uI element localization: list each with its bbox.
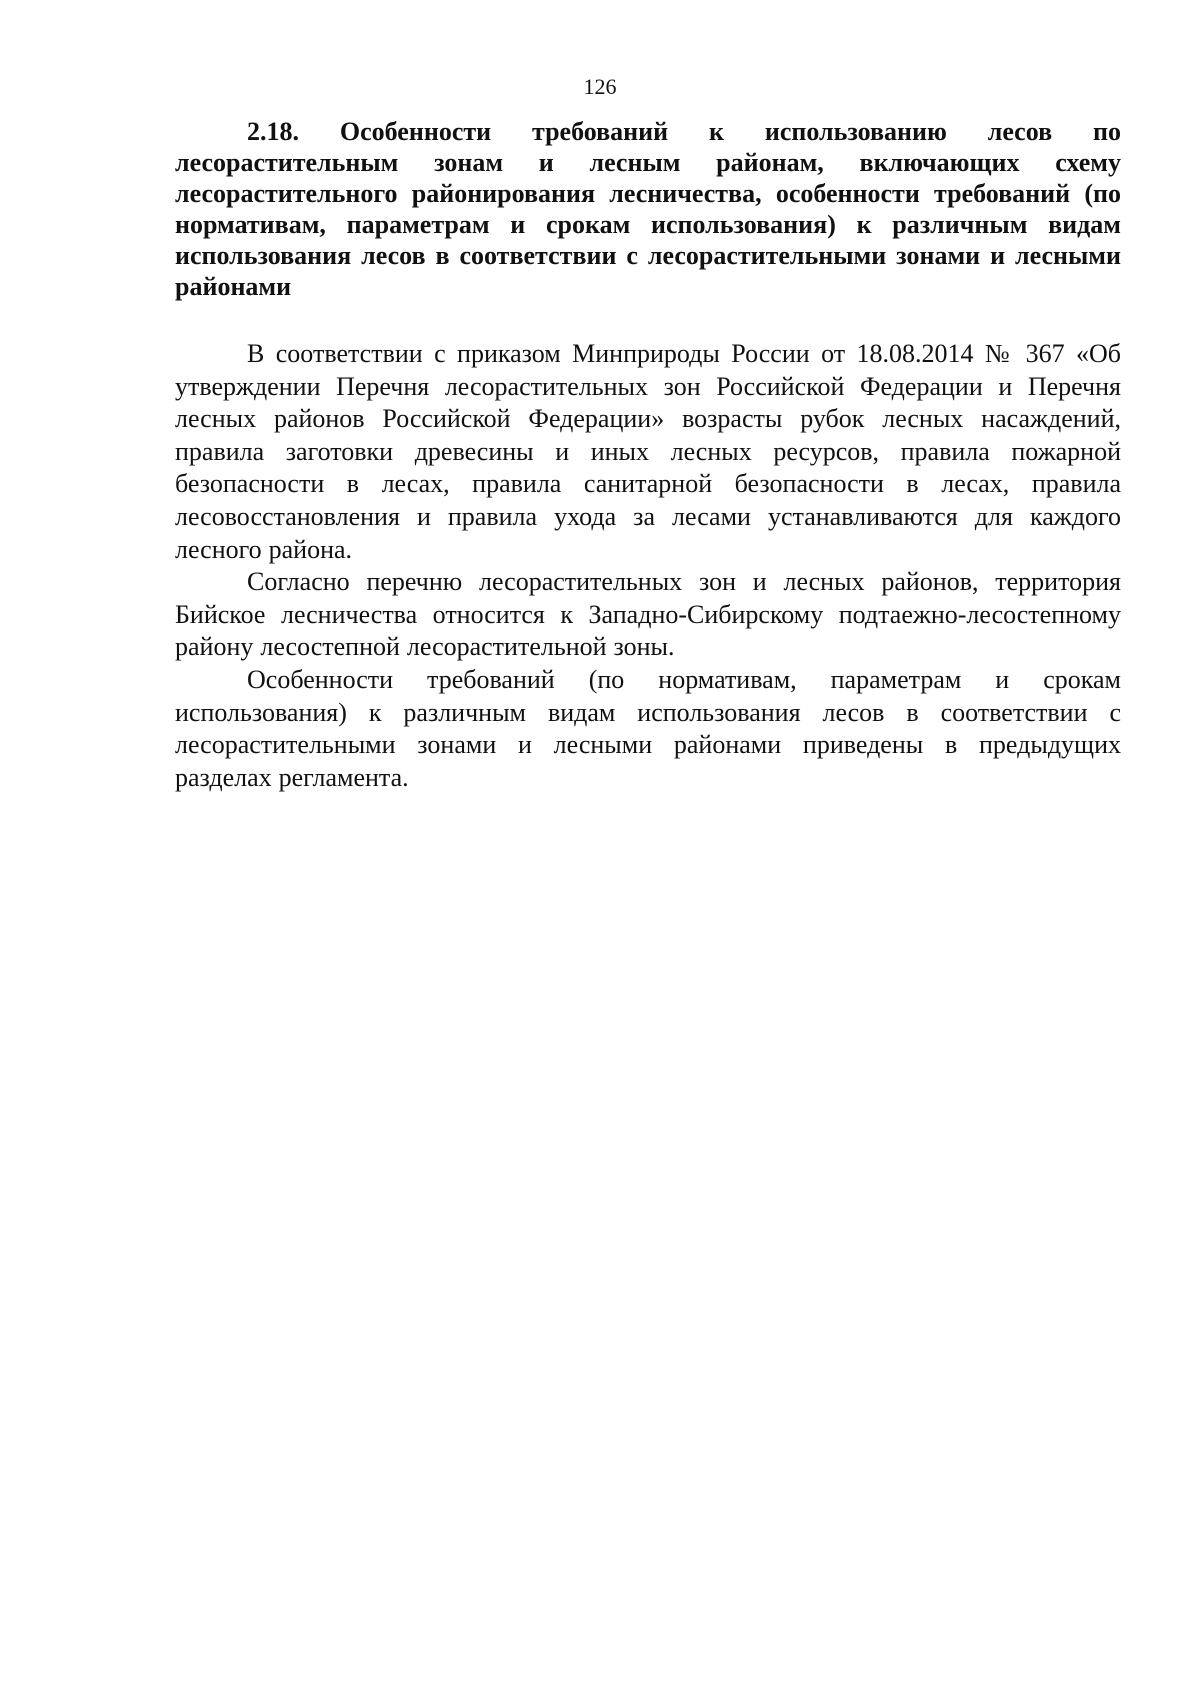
section-title: Особенности требований к использованию лесов по лесорастительным зонам и лесным районам, включающих схему лесорастительного районирования лесничества, особенности требований (по нормативам, параметрам и срокам использования) к различным видам использования лесов в соответствии с лесорастительными зонами и лесными районами bbox=[175, 117, 1121, 301]
paragraph: Особенности требований (по нормативам, параметрам и срокам использования) к различным видам использования лесов в соответствии с лесорастительными зонами и лесными районами приведены в предыдущих разделах регламента. bbox=[175, 664, 1121, 792]
paragraph: В соответствии с приказом Минприроды России от 18.08.2014 № 367 «Об утверждении Перечня лесорастительных зон Российской Федерации и Перечня лесных районов Российской Федерации» возрасты рубок лесных насаждений, правила заготовки древесины и иных лесных ресурсов, правила пожарной безопасности в лесах, правила санитарной безопасности в лесах, правила лесовосстановления и правила ухода за лесами устанавливаются для каждого лесного района. bbox=[175, 339, 1121, 564]
page-number: 126 bbox=[583, 74, 617, 99]
section-number: 2.18. bbox=[247, 117, 299, 146]
section-heading bbox=[175, 116, 1121, 302]
paragraph: Согласно перечню лесорастительных зон и лесных районов, территория Бийское лесничества относится к Западно-Сибирскому подтаежно-лесостепному району лесостепной лесорастительной зоны. bbox=[175, 567, 1121, 662]
document-content bbox=[175, 116, 1121, 794]
section-body bbox=[175, 338, 1121, 794]
